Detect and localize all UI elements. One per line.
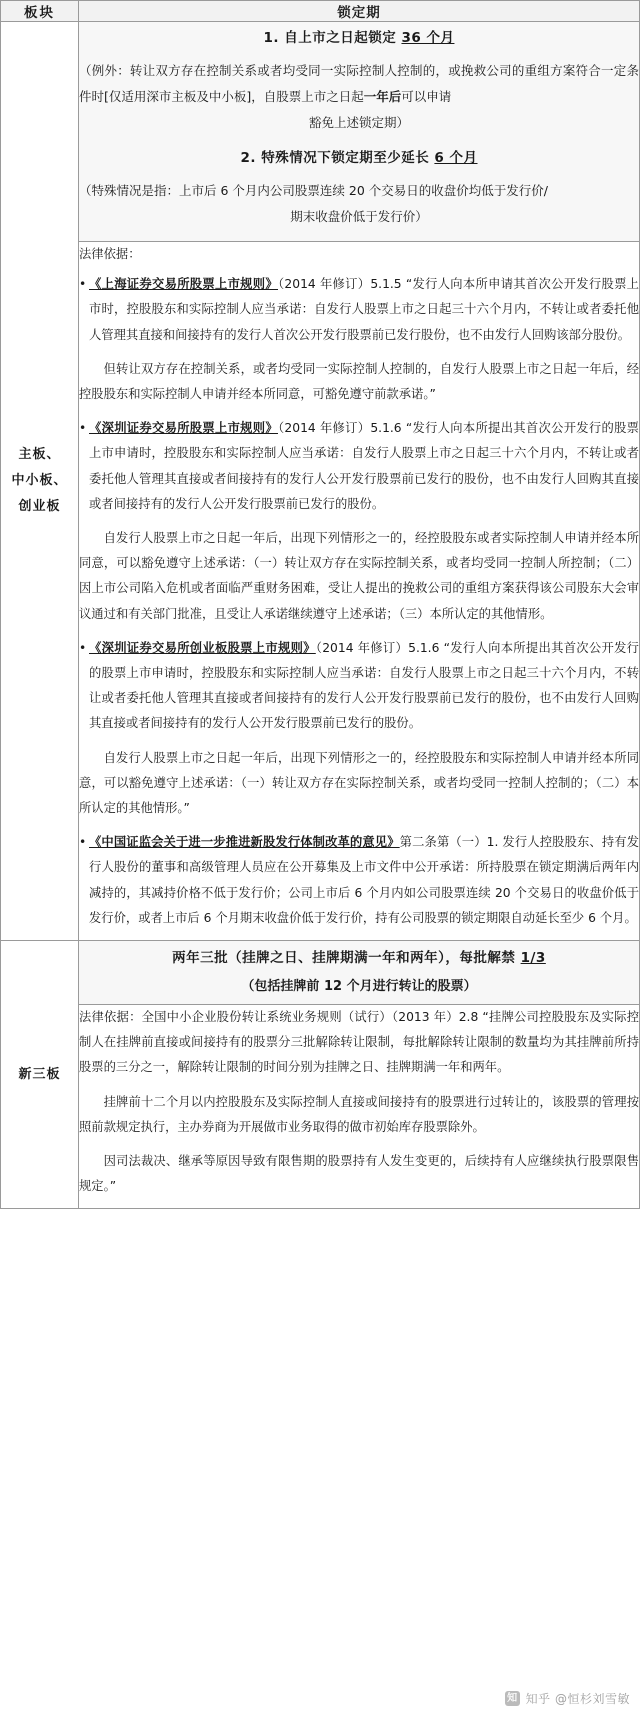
category-line: 主板、 (18, 447, 61, 462)
summary-title-2-underline: 6 个月 (434, 150, 478, 167)
summary-title-1-prefix: 1. 自上市之日起锁定 (263, 30, 402, 46)
legal-paragraph (79, 746, 639, 822)
neeq-summary-title (79, 945, 639, 972)
legal-paragraph (79, 1005, 639, 1081)
table-header-row (1, 1, 640, 22)
legal-paragraph (79, 636, 639, 737)
regulation-text: 第二条第（一）1. 发行人控股股东、持有发行人股份的董事和高级管理人员应在公开募集及上市文件中公开承诺：所持股票在锁定期满后两年内减持的，其减持价格不低于发行价；公司上市后 6 个月内如公司股票连续 20 个交易日的收盘价低于发行价，或者上市后 6 个月期末收盘价低于发行价，持有公司股票的锁定期限自动延长至少 6 个月。 (89, 835, 639, 925)
category-cell-main-board (1, 22, 79, 941)
regulation-name: 《中国证监会关于进一步推进新股发行体制改革的意见》 (89, 835, 400, 850)
summary-title-2-prefix: 2. 特殊情况下锁定期至少延长 (240, 150, 435, 167)
summary-note-1-line3: 豁免上述锁定期） (308, 115, 409, 131)
regulation-name: 《深圳证券交易所股票上市规则》 (89, 421, 278, 436)
neeq-summary-title-fraction: 1/3 (520, 950, 546, 966)
table-row (1, 941, 640, 1005)
watermark (505, 1690, 630, 1707)
summary-cell-main-board (79, 22, 640, 242)
legal-paragraph (79, 1149, 639, 1199)
summary-title-1 (79, 26, 639, 52)
table-row (1, 22, 640, 242)
legal-basis-label: 法律依据： (79, 246, 141, 261)
header-cell-board: 板块 (1, 1, 79, 22)
neeq-summary-subtitle: （包括挂牌前 12 个月进行转让的股票） (241, 979, 477, 994)
regulation-text: （2014 年修订）5.1.5 “发行人向本所申请其首次公开发行股票上市时，控股股东和实际控制人应当承诺：自发行人股票上市之日起三十六个月内，不转让或者委托他人管理其直接和间接持有的发行人首次公开发行股票前已发行股份，也不由发行人回购该部分股份。 (89, 277, 639, 342)
legal-basis-cell-neeq (79, 1005, 640, 1209)
regulation-text: 但转让双方存在控制关系，或者均受同一实际控制人控制的，自发行人股票上市之日起一年后，经控股股东和实际控制人申请并经本所同意，可豁免遵守前款承诺。” (79, 361, 639, 401)
legal-paragraph (79, 526, 639, 627)
summary-note-1-line2c: 可以申请 (401, 88, 452, 104)
header-cell-lockup: 锁定期 (79, 1, 640, 22)
summary-note-1-line1: （例外：转让双方存在控制关系或者均受同一实际控制人控制的，或挽救公司的重组 (79, 62, 551, 78)
regulation-text: 挂牌前十二个月以内控股股东及实际控制人直接或间接持有的股票进行过转让的，该股票的管理按照前款规定执行，主办券商为开展做市业务取得的做市初始库存股票除外。 (79, 1094, 639, 1134)
summary-note-1-line2b: 一年后 (363, 88, 402, 104)
regulation-name: 《深圳证券交易所创业板股票上市规则》 (89, 640, 316, 655)
regulation-text: （2014 年修订）5.1.6 “发行人向本所提出其首次公开发行的股票上市申请时，控股股东和实际控制人应当承诺：自发行人股票上市之日起三十六个月内，不转让或者委托他人管理其直接或者间接持有的发行人公开发行股票前已发行的股份，也不由发行人回购其直接或者间接持有的发行人公开发行股票前已发行的股份。 (89, 640, 639, 731)
summary-note-1 (79, 58, 639, 137)
regulation-text: 自发行人股票上市之日起一年后，出现下列情形之一的，经控股股东和实际控制人申请并经本所同意，可以豁免遵守上述承诺：（一）转让双方存在实际控制关系，或者均受同一控制人控制的；（二）本所认定的其他情形。” (79, 750, 639, 815)
category-line: 中小板、 (11, 473, 68, 488)
zhihu-logo-icon: 知 (505, 1691, 520, 1706)
table-row (1, 241, 640, 940)
watermark-text: 知乎 @恒杉刘雪敏 (525, 1692, 630, 1706)
regulation-text: （2014 年修订）5.1.6 “发行人向本所提出其首次公开发行的股票上市申请时，控股股东和实际控制人应当承诺：自发行人股票上市之日起三十六个月内，不转让或者委托他人管理其直接或者间接持有的发行人公开发行股票前已发行的股份，也不由发行人回购其直接或者间接持有的发行人公开发行股票前已发行的股份。 (89, 421, 639, 511)
summary-title-1-underline: 36 个月 (401, 30, 455, 46)
legal-paragraph (79, 357, 639, 407)
category-cell-neeq (1, 941, 79, 1209)
summary-cell-neeq (79, 941, 640, 1005)
summary-note-2-line2: 期末收盘价低于发行价） (290, 209, 428, 225)
legal-basis-cell-main-board (79, 241, 640, 940)
legal-paragraph (79, 272, 639, 348)
summary-title-2 (79, 146, 639, 172)
summary-note-2-line1: （特殊情况是指：上市后 6 个月内公司股票连续 20 个交易日的收盘价均低于发行价/ (79, 183, 548, 199)
summary-note-1-line2a: 方案符合一定条件时[仅适用深市主板及中小板]，自股票上市之日起 (79, 62, 639, 104)
regulation-text: 自发行人股票上市之日起一年后，出现下列情形之一的，经控股股东或者实际控制人申请并经本所同意，可以豁免遵守上述承诺：（一）转让双方存在实际控制关系，或者均受同一控制人所控制；（二）因上市公司陷入危机或者面临严重财务困难，受让人提出的挽救公司的重组方案获得该公司股东大会审议通过和有关部门批准，且受让人承诺继续遵守上述承诺；（三）本所认定的其他情形。 (79, 530, 639, 621)
regulation-text: 因司法裁决、继承等原因导致有限售期的股票持有人发生变更的，后续持有人应继续执行股票限售规定。” (79, 1154, 639, 1194)
regulation-name: 《上海证券交易所股票上市规则》 (89, 277, 278, 292)
category-line: 创业板 (18, 499, 61, 514)
regulation-text: 法律依据：全国中小企业股份转让系统业务规则（试行）（2013 年）2.8 “挂牌公司控股股东及实际控制人在挂牌前直接或间接持有的股票分三批解除转让限制，每批解除转让限制的数量均为其挂牌前所持股票的三分之一，解除转让限制的时间分别为挂牌之日、挂牌期满一年和两年。 (79, 1010, 639, 1075)
neeq-summary-title-a: 两年三批（挂牌之日、挂牌期满一年和两年），每批解禁 (172, 950, 521, 966)
legal-paragraph (79, 1090, 639, 1140)
summary-note-2 (79, 178, 639, 231)
table-row (1, 1005, 640, 1209)
category-line: 新三板 (18, 1066, 61, 1082)
legal-paragraph (79, 416, 639, 517)
legal-paragraph (79, 830, 639, 931)
